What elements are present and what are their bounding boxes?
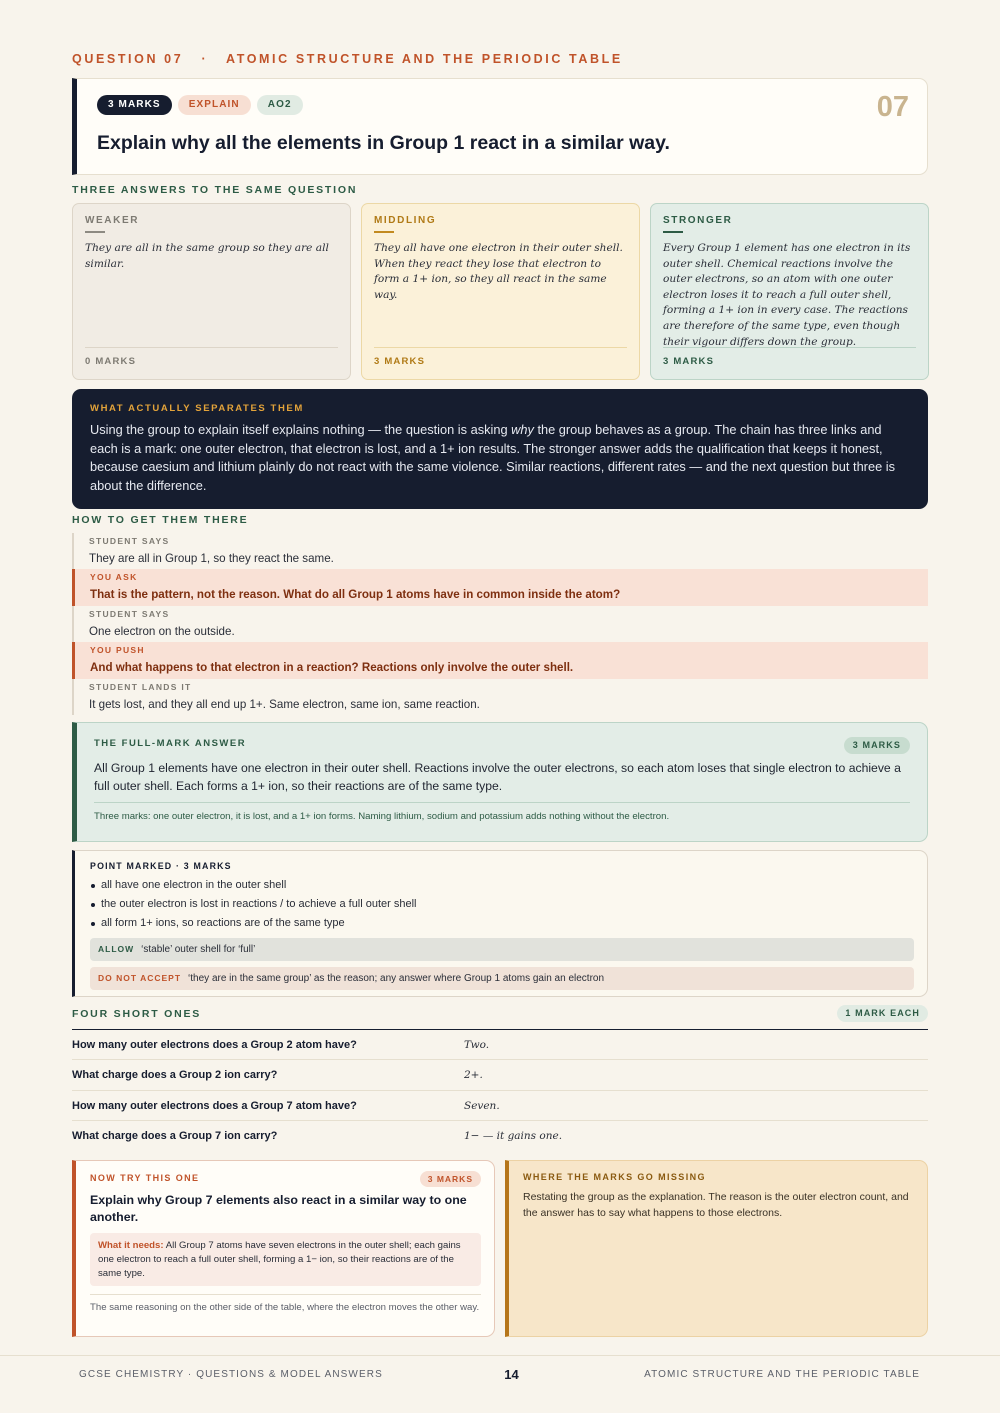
table-row bbox=[72, 1030, 928, 1060]
try-this-label: NOW TRY THIS ONE bbox=[90, 1173, 200, 1183]
turn-label: STUDENT LANDS IT bbox=[89, 681, 192, 692]
short-questions-table bbox=[72, 1029, 928, 1152]
question-card bbox=[72, 78, 928, 175]
answer-rule bbox=[663, 231, 683, 233]
turn-text: They are all in Group 1, so they react the same. bbox=[89, 552, 334, 565]
answer-rule bbox=[374, 231, 394, 233]
dialogue-turn-teacher bbox=[72, 569, 928, 605]
full-mark-answer-panel bbox=[72, 722, 928, 842]
answer-card-weaker bbox=[72, 203, 351, 380]
separates-panel bbox=[72, 389, 928, 509]
answer-text: They all have one electron in their outer shell. When they react they lose that electron to form a 1+ ion, so they all react in the same way. bbox=[374, 242, 623, 301]
mark-scheme-panel bbox=[72, 850, 928, 997]
mark-scheme-label: POINT MARKED · 3 MARKS bbox=[90, 861, 232, 871]
question-header bbox=[72, 52, 623, 66]
dialogue-turn-student bbox=[72, 533, 928, 569]
emphasis-text: why bbox=[511, 422, 534, 437]
dialogue-heading: HOW TO GET THEM THERE bbox=[72, 514, 249, 526]
answer-rule bbox=[85, 231, 105, 233]
separates-label: WHAT ACTUALLY SEPARATES THEM bbox=[90, 403, 304, 414]
marks-missing-text: Restating the group as the explanation. The reason is the outer electron count, and the answer has to say what happens to those electrons. bbox=[523, 1191, 909, 1219]
what-it-needs-box bbox=[90, 1233, 481, 1286]
separates-text: Using the group to explain itself explains nothing — the question is asking why the group behaves as a group. The chain has three links and each is a mark: one outer electron, that electron is lost, and a 1+ ion results. The stronger answer adds the qualification that keeps it honest, because caesium and lithium plainly do not react with the same violence. Similar reactions, different rates — and the next question but three is about the difference. bbox=[90, 422, 895, 493]
do-not-accept-key: DO NOT ACCEPT bbox=[98, 973, 182, 983]
footer-right: ATOMIC STRUCTURE AND THE PERIODIC TABLE bbox=[644, 1369, 920, 1380]
four-short-marks-badge: 1 MARK EACH bbox=[837, 1005, 928, 1022]
short-answer: Two. bbox=[464, 1039, 490, 1051]
assessment-objective-tag: AO2 bbox=[257, 95, 303, 115]
allow-key: ALLOW bbox=[98, 944, 135, 954]
try-this-marks-badge: 3 MARKS bbox=[420, 1171, 481, 1187]
question-tags bbox=[97, 95, 303, 115]
answer-label: WEAKER bbox=[85, 215, 140, 226]
answer-marks: 0 MARKS bbox=[85, 347, 338, 367]
answers-heading: THREE ANSWERS TO THE SAME QUESTION bbox=[72, 184, 358, 196]
question-number: 07 bbox=[876, 91, 909, 123]
full-mark-note: Three marks: one outer electron, it is lost, and a 1+ ion forms. Naming lithium, sodium and potassium adds nothing without the electron. bbox=[94, 802, 910, 822]
mark-point: all have one electron in the outer shell bbox=[90, 876, 914, 895]
header-separator: · bbox=[201, 52, 209, 66]
answer-marks: 3 MARKS bbox=[663, 347, 916, 367]
answer-label: MIDDLING bbox=[374, 215, 437, 226]
full-mark-label: THE FULL-MARK ANSWER bbox=[94, 738, 247, 749]
allow-row bbox=[90, 938, 914, 961]
short-question: What charge does a Group 7 ion carry? bbox=[72, 1130, 278, 1143]
try-this-question: Explain why Group 7 elements also react in a similar way to one another. bbox=[90, 1193, 467, 1224]
short-question: How many outer electrons does a Group 7 atom have? bbox=[72, 1099, 357, 1112]
full-mark-marks-badge: 3 MARKS bbox=[844, 737, 910, 754]
dialogue-list bbox=[72, 533, 928, 715]
short-answer: 1− — it gains one. bbox=[464, 1130, 563, 1143]
marks-missing-label: WHERE THE MARKS GO MISSING bbox=[523, 1172, 706, 1182]
try-this-panel bbox=[72, 1160, 495, 1337]
table-row bbox=[72, 1060, 928, 1090]
what-it-needs-text: All Group 7 atoms have seven electrons in the outer shell; each gains one electron to reach a full outer shell, forming a 1− ion, so their reactions are of the same type. bbox=[98, 1240, 461, 1279]
table-row bbox=[72, 1121, 928, 1151]
turn-label: YOU PUSH bbox=[90, 645, 145, 656]
answer-text: Every Group 1 element has one electron in its outer shell. Chemical reactions involve the outer electrons, so an atom with one outer electron loses it to reach a full outer shell, forming a 1+ ion in every case. The reactions are therefore of the same type, even though their vigour differs down the group. bbox=[663, 242, 911, 348]
page-number: 14 bbox=[504, 1367, 519, 1382]
try-this-note: The same reasoning on the other side of the table, where the electron moves the other way. bbox=[90, 1294, 481, 1315]
marks-tag: 3 MARKS bbox=[97, 95, 172, 115]
turn-label: STUDENT SAYS bbox=[89, 608, 170, 619]
allow-text: ‘stable’ outer shell for ‘full’ bbox=[141, 944, 256, 955]
short-question: What charge does a Group 2 ion carry? bbox=[72, 1069, 278, 1082]
do-not-accept-text: ‘they are in the same group’ as the reason; any answer where Group 1 atoms gain an electron bbox=[188, 973, 605, 984]
question-label: QUESTION 07 bbox=[72, 52, 184, 66]
short-answer: 2+. bbox=[464, 1069, 483, 1082]
short-answer: Seven. bbox=[464, 1099, 500, 1112]
four-short-heading: FOUR SHORT ONES bbox=[72, 1008, 202, 1020]
question-title: Explain why all the elements in Group 1 react in a similar way. bbox=[97, 132, 670, 154]
answer-label: STRONGER bbox=[663, 215, 733, 226]
marks-missing-panel bbox=[505, 1160, 928, 1337]
turn-text: And what happens to that electron in a reaction? Reactions only involve the outer shell. bbox=[90, 661, 574, 675]
answer-marks: 3 MARKS bbox=[374, 347, 627, 367]
turn-label: YOU ASK bbox=[90, 572, 138, 583]
dialogue-turn-student bbox=[72, 606, 928, 642]
page-footer bbox=[0, 1355, 1000, 1413]
full-mark-text: All Group 1 elements have one electron in their outer shell. Reactions involve the outer electrons, so each atom loses that single electron to achieve a full outer shell. Each forms a 1+ ion, so their reactions are of the same type. bbox=[94, 761, 901, 794]
table-row bbox=[72, 1091, 928, 1121]
answer-text: They are all in the same group so they are all similar. bbox=[85, 242, 329, 270]
dialogue-turn-student bbox=[72, 679, 928, 715]
mark-point: all form 1+ ions, so reactions are of the same type bbox=[90, 914, 914, 933]
dialogue-turn-teacher bbox=[72, 642, 928, 678]
turn-text: It gets lost, and they all end up 1+. Same electron, same ion, same reaction. bbox=[89, 697, 480, 711]
mark-scheme-points bbox=[90, 876, 914, 933]
what-it-needs-label: What it needs: bbox=[98, 1240, 164, 1251]
turn-text: That is the pattern, not the reason. What do all Group 1 atoms have in common inside the atom? bbox=[90, 588, 621, 602]
turn-label: STUDENT SAYS bbox=[89, 536, 170, 546]
footer-left: GCSE CHEMISTRY · QUESTIONS & MODEL ANSWERS bbox=[79, 1369, 383, 1380]
question-topic: ATOMIC STRUCTURE AND THE PERIODIC TABLE bbox=[226, 52, 623, 66]
mark-point: the outer electron is lost in reactions / to achieve a full outer shell bbox=[90, 895, 914, 914]
answer-card-middling bbox=[361, 203, 640, 380]
answer-card-stronger bbox=[650, 203, 929, 380]
command-word-tag: EXPLAIN bbox=[178, 95, 251, 115]
turn-text: One electron on the outside. bbox=[89, 624, 235, 638]
short-question: How many outer electrons does a Group 2 atom have? bbox=[72, 1039, 357, 1051]
do-not-accept-row bbox=[90, 967, 914, 990]
